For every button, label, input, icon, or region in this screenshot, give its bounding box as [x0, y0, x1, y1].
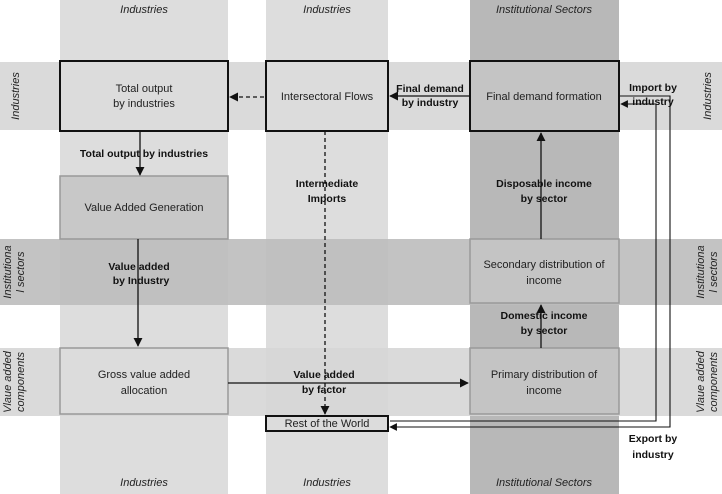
column-footer-industries-2: Industries [303, 477, 351, 489]
flow-label-export-1: Export by [628, 433, 678, 445]
flow-label-domestic-2: by sector [520, 325, 568, 337]
box-rest-of-the-world-label: Rest of the World [284, 418, 370, 430]
box-final-demand-formation-label: Final demand formation [486, 91, 602, 103]
box-final-demand-formation [470, 61, 619, 131]
row-label-industries-left: Industries [10, 72, 22, 120]
flow-label-import-1: Import by [629, 82, 677, 94]
flow-label-value-added-industry-1: Value added [108, 261, 170, 273]
box-intersectoral-flows [266, 61, 388, 131]
row-label-institutional-right-2: l sectors [708, 251, 720, 293]
flow-label-import-2: industry [632, 96, 674, 108]
box-total-output [60, 61, 228, 131]
row-label-industries-right: Industries [702, 72, 714, 120]
flow-label-intermediate-2: Imports [307, 193, 347, 205]
flow-label-export-2: industry [632, 449, 674, 461]
flow-label-final-demand-1: Final demand [396, 83, 464, 95]
flow-label-value-added-factor-1: Value added [293, 369, 355, 381]
box-secondary-distribution [470, 239, 619, 303]
flow-label-disposable-1: Disposable income [496, 178, 592, 190]
row-label-institutional-left-2: l sectors [15, 251, 27, 293]
column-header-industries-1: Industries [120, 4, 168, 16]
box-value-added-generation-label: Value Added Generation [84, 202, 204, 214]
box-secondary-distribution-line1: Secondary distribution of [483, 259, 605, 271]
flow-label-disposable-2: by sector [520, 193, 568, 205]
flow-label-value-added-factor-2: by factor [301, 384, 347, 396]
box-total-output-line1: Total output [115, 83, 173, 95]
box-secondary-distribution-line2: income [526, 275, 562, 287]
box-primary-distribution [470, 348, 619, 414]
row-label-value-added-left-1: Vlaue added [2, 351, 14, 413]
box-primary-distribution-line1: Primary distribution of [490, 369, 598, 381]
column-header-institutional-sectors: Institutional Sectors [496, 4, 592, 16]
box-value-added-generation [60, 176, 228, 239]
box-gross-value-added-line1: Gross value added [97, 369, 191, 381]
box-gross-value-added-allocation [60, 348, 228, 414]
column-header-industries-2: Industries [303, 4, 351, 16]
row-label-institutional-right-1: Institutiona [695, 245, 707, 299]
flow-label-intermediate-1: Intermediate [295, 178, 359, 190]
row-label-value-added-left-2: components [15, 352, 27, 412]
flow-label-value-added-industry-2: by Industry [112, 275, 170, 287]
row-label-institutional-left-1: Institutiona [2, 245, 14, 299]
box-rest-of-the-world [266, 416, 388, 431]
box-total-output-line2: by industries [113, 98, 175, 110]
row-label-value-added-right-2: components [708, 352, 720, 412]
flow-label-final-demand-2: by industry [401, 97, 459, 109]
flow-label-domestic-1: Domestic income [500, 310, 588, 322]
box-primary-distribution-line2: income [526, 385, 562, 397]
column-footer-institutional-sectors: Institutional Sectors [496, 477, 592, 489]
box-gross-value-added-line2: allocation [120, 385, 168, 397]
box-intersectoral-flows-label: Intersectoral Flows [280, 91, 374, 103]
row-label-value-added-right-1: Vlaue added [695, 351, 707, 413]
column-footer-industries-1: Industries [120, 477, 168, 489]
flow-label-total-output: Total output by industries [79, 148, 209, 160]
